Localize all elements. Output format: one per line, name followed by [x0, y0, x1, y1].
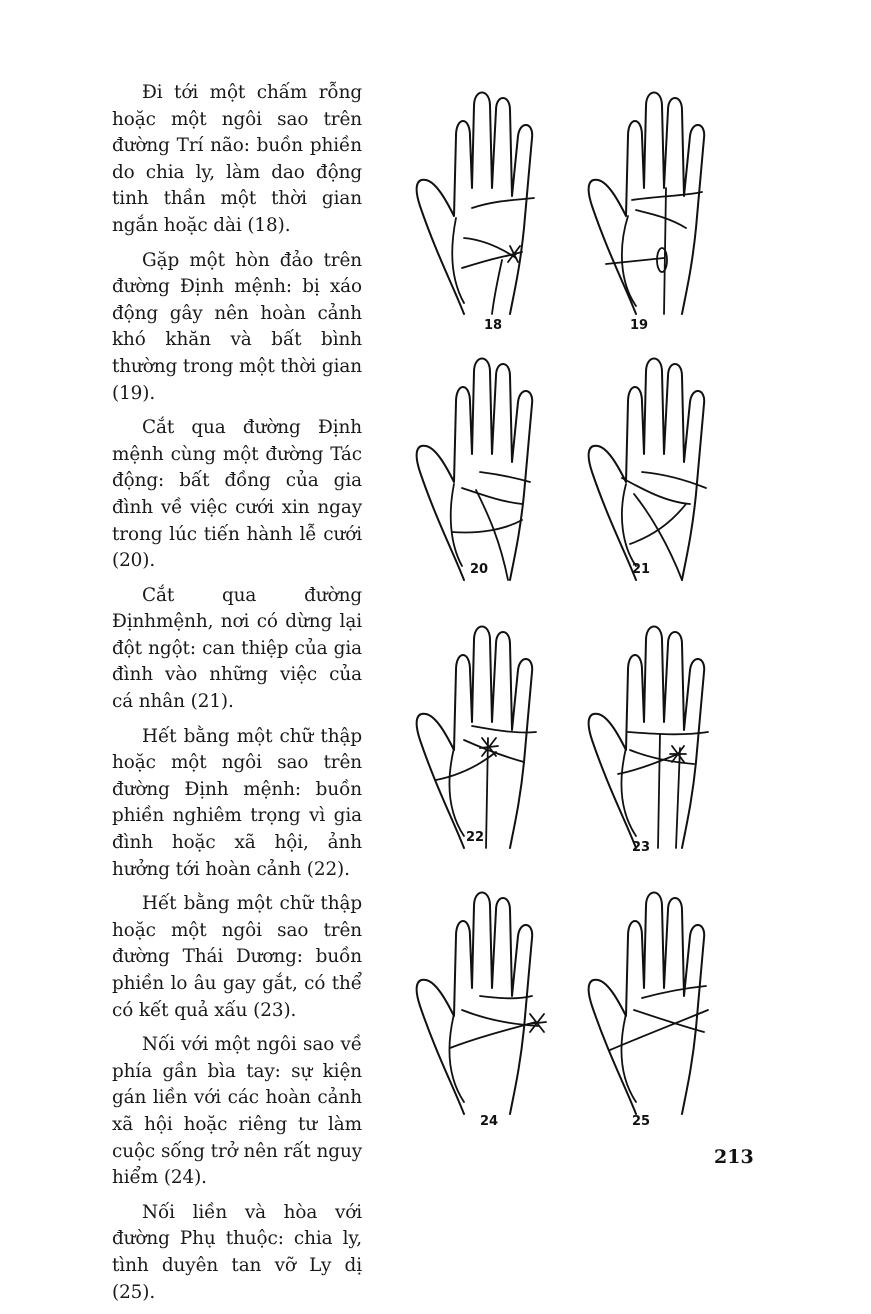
figure-label-21: 21	[632, 562, 651, 577]
hand-star-head-line-icon	[406, 88, 556, 338]
figure-label-18: 18	[484, 318, 503, 333]
figure-21	[578, 354, 728, 604]
paragraph-24: Nối với một ngôi sao về phía gần bìa tay: sự kiện gán liền với các hoàn cảnh xã hội hoặc riêng tư làm cuộc sống trở nên rất nguy hiểm (24).	[112, 1034, 362, 1189]
paragraph-22: Hết bằng một chữ thập hoặc một ngôi sao trên đường Định mệnh: buồn phiền nghiêm trọng vì gia đình hoặc xã hội, ảnh hưởng tới hoàn cảnh (22).	[112, 725, 362, 880]
figure-label-23: 23	[632, 840, 651, 855]
figure-label-24: 24	[480, 1114, 499, 1129]
figure-label-25: 25	[632, 1114, 651, 1129]
figure-label-19: 19	[630, 318, 649, 333]
paragraph-23: Hết bằng một chữ thập hoặc một ngôi sao trên đường Thái Dương: buồn phiền lo âu gay gắt, có thể có kết quả xấu (23).	[112, 893, 362, 1021]
figure-23	[578, 622, 728, 872]
figure-18	[406, 88, 556, 338]
hand-island-fate-line-icon	[578, 88, 728, 338]
paragraph-25: Nối liền và hòa với đường Phụ thuộc: chia ly, tình duyên tan vỡ Ly dị (25).	[112, 1201, 362, 1303]
figure-19	[578, 88, 728, 338]
figure-24	[406, 888, 556, 1138]
paragraph-18: Đi tới một chấm rỗng hoặc một ngôi sao trên đường Trí não: buồn phiền do chia ly, làm dao động tinh thần một thời gian ngắn hoặc dài (18).	[112, 82, 362, 236]
palm-figures	[398, 82, 738, 1129]
hand-star-edge-icon	[406, 888, 556, 1138]
hand-stop-fate-line-icon	[578, 354, 728, 604]
paragraph-21: Cắt qua đường Địnhmệnh, nơi có dừng lại đột ngột: can thiệp của gia đình vào những việc của cá nhân (21).	[112, 584, 362, 713]
paragraph-20: Cắt qua đường Định mệnh cùng một đường Tác động: bất đồng của gia đình về việc cưới xin ngay trong lúc tiến hành lễ cưới (20).	[112, 417, 362, 572]
figure-22	[406, 622, 556, 872]
figure-label-22: 22	[466, 830, 485, 845]
figure-20	[406, 354, 556, 604]
hand-dependency-line-icon	[578, 888, 728, 1138]
paragraph-19: Gặp một hòn đảo trên đường Định mệnh: bị xáo động gây nên hoàn cảnh khó khăn và bất bình thường trong một thời gian (19).	[112, 249, 362, 404]
hand-star-sun-line-icon	[578, 622, 728, 872]
text-column	[112, 80, 362, 1314]
figure-25	[578, 888, 728, 1138]
page-number: 213	[714, 1146, 754, 1168]
figure-label-20: 20	[470, 562, 489, 577]
